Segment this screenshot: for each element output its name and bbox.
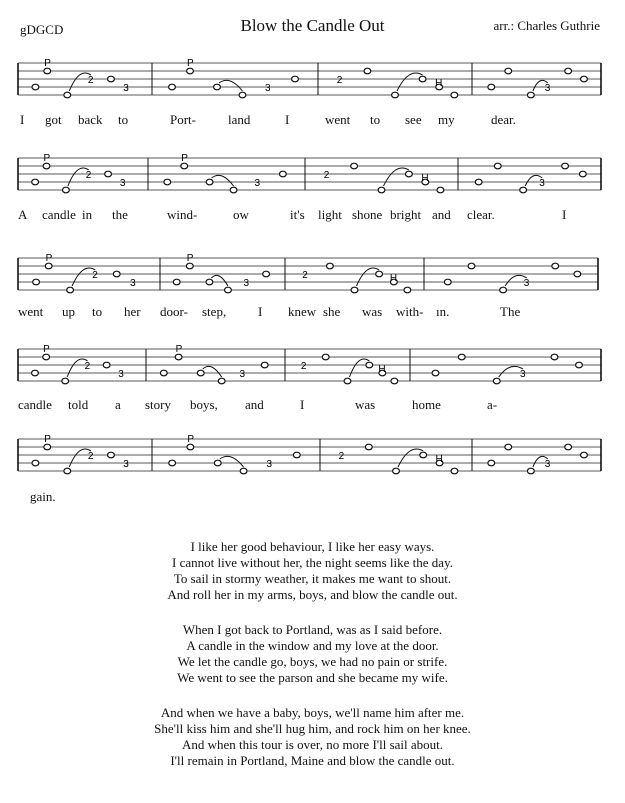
pinch-mark: P bbox=[187, 58, 194, 69]
tab-note bbox=[391, 378, 398, 384]
fret-number: 2 bbox=[87, 75, 94, 86]
lyric-syllable: and bbox=[432, 207, 451, 222]
lyric-syllable: told bbox=[68, 397, 89, 412]
verse-1 bbox=[0, 539, 625, 603]
fret-number: 3 bbox=[523, 278, 530, 289]
verse-line: We went to see the parson and she became my wife. bbox=[177, 670, 448, 685]
tab-staff bbox=[0, 343, 625, 395]
pinch-mark: P bbox=[44, 58, 51, 69]
lyric-syllable: was bbox=[355, 397, 376, 412]
tab-note bbox=[108, 452, 115, 458]
tab-note bbox=[494, 163, 501, 169]
tab-system-4 bbox=[0, 343, 625, 395]
tab-note bbox=[240, 468, 247, 474]
song-title: Blow the Candle Out bbox=[240, 16, 385, 35]
tab-note bbox=[62, 378, 69, 384]
fret-number: 3 bbox=[119, 178, 126, 189]
tab-note bbox=[393, 468, 400, 474]
tab-note bbox=[32, 460, 39, 466]
tab-note bbox=[160, 370, 167, 376]
slur-arc bbox=[384, 168, 409, 186]
tab-system-3 bbox=[0, 252, 625, 304]
lyric-syllable: boys, bbox=[190, 397, 218, 412]
verse-line: A candle in the window and my love at the door. bbox=[186, 638, 439, 653]
lyric-syllable: a bbox=[115, 397, 121, 412]
tab-staff bbox=[0, 57, 625, 109]
tuning-label: gDGCD bbox=[20, 22, 64, 37]
fret-number: 3 bbox=[266, 459, 273, 470]
fret-number: 3 bbox=[118, 369, 124, 380]
verse-2 bbox=[0, 622, 625, 686]
lyric-syllable: I bbox=[258, 304, 263, 319]
tab-note bbox=[500, 287, 507, 293]
lyric-line-2 bbox=[0, 207, 625, 225]
tab-system-5 bbox=[0, 433, 625, 485]
tab-system-1 bbox=[0, 57, 625, 109]
fret-number: 3 bbox=[544, 83, 551, 94]
tab-note bbox=[458, 354, 465, 360]
lyric-syllable: her bbox=[124, 304, 141, 319]
tab-note bbox=[263, 271, 270, 277]
tab-note bbox=[344, 378, 351, 384]
arranger-credit: arr.: Charles Guthrie bbox=[493, 18, 600, 33]
tab-note bbox=[475, 179, 482, 185]
lyric-syllable: The bbox=[500, 304, 521, 319]
lyric-syllable: to bbox=[92, 304, 103, 319]
fret-number: 3 bbox=[520, 369, 526, 380]
lyric-line-1 bbox=[0, 112, 625, 130]
tab-note bbox=[239, 92, 246, 98]
lyric-syllable: she bbox=[323, 304, 341, 319]
tab-note bbox=[552, 263, 559, 269]
tab-note bbox=[419, 76, 426, 82]
lyric-syllable: knew bbox=[288, 304, 317, 319]
tab-note bbox=[351, 287, 358, 293]
tab-note bbox=[64, 92, 71, 98]
verse-line: She'll kiss him and she'll hug him, and rock him on her knee. bbox=[154, 721, 471, 736]
tab-note bbox=[187, 444, 194, 450]
fret-number: 2 bbox=[336, 75, 343, 86]
tab-note bbox=[32, 84, 39, 90]
slur-arc bbox=[212, 175, 234, 186]
slur-arc bbox=[203, 366, 222, 377]
lyric-syllable: up bbox=[62, 304, 75, 319]
pinch-mark: P bbox=[43, 344, 50, 355]
tab-note bbox=[392, 92, 399, 98]
hammer-mark: H bbox=[378, 364, 386, 375]
tab-note bbox=[581, 452, 588, 458]
tab-note bbox=[376, 271, 383, 277]
lyric-syllable: the bbox=[112, 207, 128, 222]
verse-line: I'll remain in Portland, Maine and blow the candle out. bbox=[170, 753, 455, 768]
tab-note bbox=[551, 354, 558, 360]
tab-note bbox=[63, 187, 70, 193]
tab-note bbox=[32, 179, 39, 185]
tab-note bbox=[505, 68, 512, 74]
lyric-syllable: and bbox=[245, 397, 264, 412]
tab-note bbox=[404, 287, 411, 293]
tab-staff bbox=[0, 152, 625, 204]
hammer-mark: H bbox=[435, 78, 443, 89]
lyric-syllable: to bbox=[370, 112, 381, 127]
fret-number: 2 bbox=[87, 451, 94, 462]
tab-note bbox=[175, 354, 182, 360]
tab-note bbox=[451, 92, 458, 98]
tab-note bbox=[280, 171, 287, 177]
lyric-syllable: to bbox=[118, 112, 129, 127]
lyric-line-5 bbox=[0, 489, 625, 507]
hammer-mark: H bbox=[435, 454, 443, 465]
lyric-syllable: candle bbox=[42, 207, 76, 222]
tab-note bbox=[169, 84, 176, 90]
slur-arc bbox=[397, 73, 423, 91]
tab-note bbox=[173, 279, 180, 285]
lyric-line-3 bbox=[0, 304, 625, 322]
lyric-syllable: I bbox=[300, 397, 305, 412]
lyric-syllable: went bbox=[325, 112, 351, 127]
tab-note bbox=[322, 354, 329, 360]
tab-note bbox=[520, 187, 527, 193]
pinch-mark: P bbox=[44, 434, 51, 445]
tab-note bbox=[444, 279, 451, 285]
tab-note bbox=[364, 68, 371, 74]
verse-line: And when this tour is over, no more I'll sail about. bbox=[181, 737, 444, 752]
lyric-syllable: I bbox=[562, 207, 567, 222]
tab-staff bbox=[0, 433, 625, 485]
verse-line: When I got back to Portland, was as I said before. bbox=[182, 622, 443, 637]
slur-arc bbox=[211, 275, 228, 286]
lyric-syllable: my bbox=[438, 112, 455, 127]
lyric-syllable: dear. bbox=[491, 112, 516, 127]
lyric-syllable: home bbox=[412, 397, 441, 412]
tab-note bbox=[187, 68, 194, 74]
tab-note bbox=[108, 76, 115, 82]
tab-note bbox=[574, 271, 581, 277]
tab-note bbox=[505, 444, 512, 450]
fret-number: 3 bbox=[544, 459, 551, 470]
tab-note bbox=[113, 271, 120, 277]
tab-note bbox=[45, 263, 52, 269]
lyric-syllable: bright bbox=[390, 207, 422, 222]
fret-number: 2 bbox=[338, 451, 345, 462]
lyric-syllable: Port- bbox=[170, 112, 196, 127]
tab-note bbox=[230, 187, 237, 193]
tab-note bbox=[44, 444, 51, 450]
tab-note bbox=[197, 370, 204, 376]
lyric-syllable: clear. bbox=[467, 207, 495, 222]
tab-note bbox=[225, 287, 232, 293]
slur-arc bbox=[357, 268, 380, 286]
tab-note bbox=[468, 263, 475, 269]
tab-note bbox=[206, 179, 213, 185]
tab-note bbox=[218, 378, 225, 384]
tab-note bbox=[488, 460, 495, 466]
lyric-syllable: was bbox=[362, 304, 383, 319]
verse-line: And roll her in my arms, boys, and blow the candle out. bbox=[167, 587, 458, 602]
lyric-syllable: ın. bbox=[436, 304, 450, 319]
lyric-syllable: candle bbox=[18, 397, 52, 412]
lyric-syllable: shone bbox=[352, 207, 383, 222]
fret-number: 3 bbox=[539, 178, 545, 189]
hammer-mark: H bbox=[421, 173, 429, 184]
tab-note bbox=[420, 452, 427, 458]
lyric-syllable: I bbox=[285, 112, 290, 127]
tab-note bbox=[186, 263, 193, 269]
tab-note bbox=[493, 378, 500, 384]
tab-note bbox=[164, 179, 171, 185]
fret-number: 3 bbox=[265, 83, 271, 94]
lyric-syllable: light bbox=[318, 207, 342, 222]
lyric-syllable: I bbox=[20, 112, 25, 127]
tab-note bbox=[33, 279, 40, 285]
verse-line: And when we have a baby, boys, we'll name him after me. bbox=[160, 705, 465, 720]
verse-line: We let the candle go, boys, we had no pain or strife. bbox=[177, 654, 448, 669]
pinch-mark: P bbox=[181, 153, 188, 164]
tab-system-2 bbox=[0, 152, 625, 204]
pinch-mark: P bbox=[43, 153, 51, 164]
tab-note bbox=[488, 84, 495, 90]
tab-note bbox=[366, 362, 373, 368]
lyric-syllable: it's bbox=[290, 207, 305, 222]
lyric-syllable: went bbox=[18, 304, 44, 319]
tab-staff bbox=[0, 252, 625, 304]
tab-note bbox=[64, 468, 71, 474]
fret-number: 3 bbox=[123, 459, 129, 470]
verse-line: I like her good behaviour, I like her easy ways. bbox=[190, 539, 435, 554]
tab-note bbox=[527, 92, 534, 98]
tab-note bbox=[451, 468, 458, 474]
tab-note bbox=[43, 163, 50, 169]
slur-arc bbox=[350, 359, 370, 377]
tab-note bbox=[43, 354, 50, 360]
tab-note bbox=[562, 163, 569, 169]
fret-number: 2 bbox=[85, 170, 92, 181]
lyric-syllable: gain. bbox=[30, 489, 56, 504]
tab-note bbox=[67, 287, 74, 293]
lyric-syllable: back bbox=[78, 112, 103, 127]
tab-note bbox=[565, 444, 572, 450]
tab-note bbox=[292, 76, 299, 82]
fret-number: 3 bbox=[130, 278, 136, 289]
fret-number: 2 bbox=[302, 270, 308, 281]
lyric-syllable: A bbox=[18, 207, 28, 222]
hammer-mark: H bbox=[389, 273, 398, 284]
lyric-syllable: with- bbox=[396, 304, 424, 319]
verse-3 bbox=[0, 705, 625, 769]
fret-number: 2 bbox=[84, 361, 91, 372]
verse-line: I cannot live without her, the night seems like the day. bbox=[172, 555, 453, 570]
lyric-syllable: a- bbox=[487, 397, 498, 412]
fret-number: 3 bbox=[123, 83, 129, 94]
fret-number: 2 bbox=[300, 361, 307, 372]
slur-arc bbox=[219, 80, 243, 91]
lyric-syllable: in bbox=[82, 207, 93, 222]
lyric-syllable: step, bbox=[202, 304, 227, 319]
tab-note bbox=[437, 187, 444, 193]
verse-line: To sail in stormy weather, it makes me want to shout. bbox=[173, 571, 452, 586]
slur-arc bbox=[398, 449, 423, 467]
tab-note bbox=[406, 171, 413, 177]
tab-note bbox=[32, 370, 39, 376]
lyric-syllable: door- bbox=[160, 304, 188, 319]
lyric-syllable: story bbox=[145, 397, 171, 412]
tab-note bbox=[527, 468, 534, 474]
tab-note bbox=[103, 362, 110, 368]
tab-note bbox=[44, 68, 51, 74]
pinch-mark: P bbox=[186, 253, 194, 264]
tab-note bbox=[261, 362, 268, 368]
tab-note bbox=[581, 76, 588, 82]
pinch-mark: P bbox=[175, 344, 183, 355]
tab-note bbox=[214, 460, 221, 466]
pinch-mark: P bbox=[45, 253, 53, 264]
fret-number: 3 bbox=[254, 178, 261, 189]
lyric-syllable: ow bbox=[233, 207, 249, 222]
fret-number: 3 bbox=[243, 278, 250, 289]
tab-note bbox=[327, 263, 334, 269]
tab-note bbox=[206, 279, 213, 285]
lyric-syllable: see bbox=[405, 112, 422, 127]
tab-note bbox=[565, 68, 572, 74]
tab-note bbox=[365, 444, 372, 450]
tab-note bbox=[214, 84, 221, 90]
tab-note bbox=[169, 460, 176, 466]
tab-note bbox=[351, 163, 358, 169]
slur-arc bbox=[220, 456, 244, 467]
tab-note bbox=[105, 171, 112, 177]
tab-note bbox=[576, 362, 583, 368]
tab-note bbox=[579, 171, 586, 177]
tab-note bbox=[293, 452, 300, 458]
tab-note bbox=[181, 163, 188, 169]
lyric-syllable: land bbox=[228, 112, 251, 127]
pinch-mark: P bbox=[187, 434, 195, 445]
tab-note bbox=[378, 187, 385, 193]
fret-number: 2 bbox=[323, 170, 330, 181]
tab-note bbox=[432, 370, 439, 376]
fret-number: 3 bbox=[239, 369, 246, 380]
lyric-syllable: got bbox=[45, 112, 62, 127]
lyric-syllable: wind- bbox=[167, 207, 198, 222]
lyric-line-4 bbox=[0, 397, 625, 415]
fret-number: 2 bbox=[92, 270, 98, 281]
